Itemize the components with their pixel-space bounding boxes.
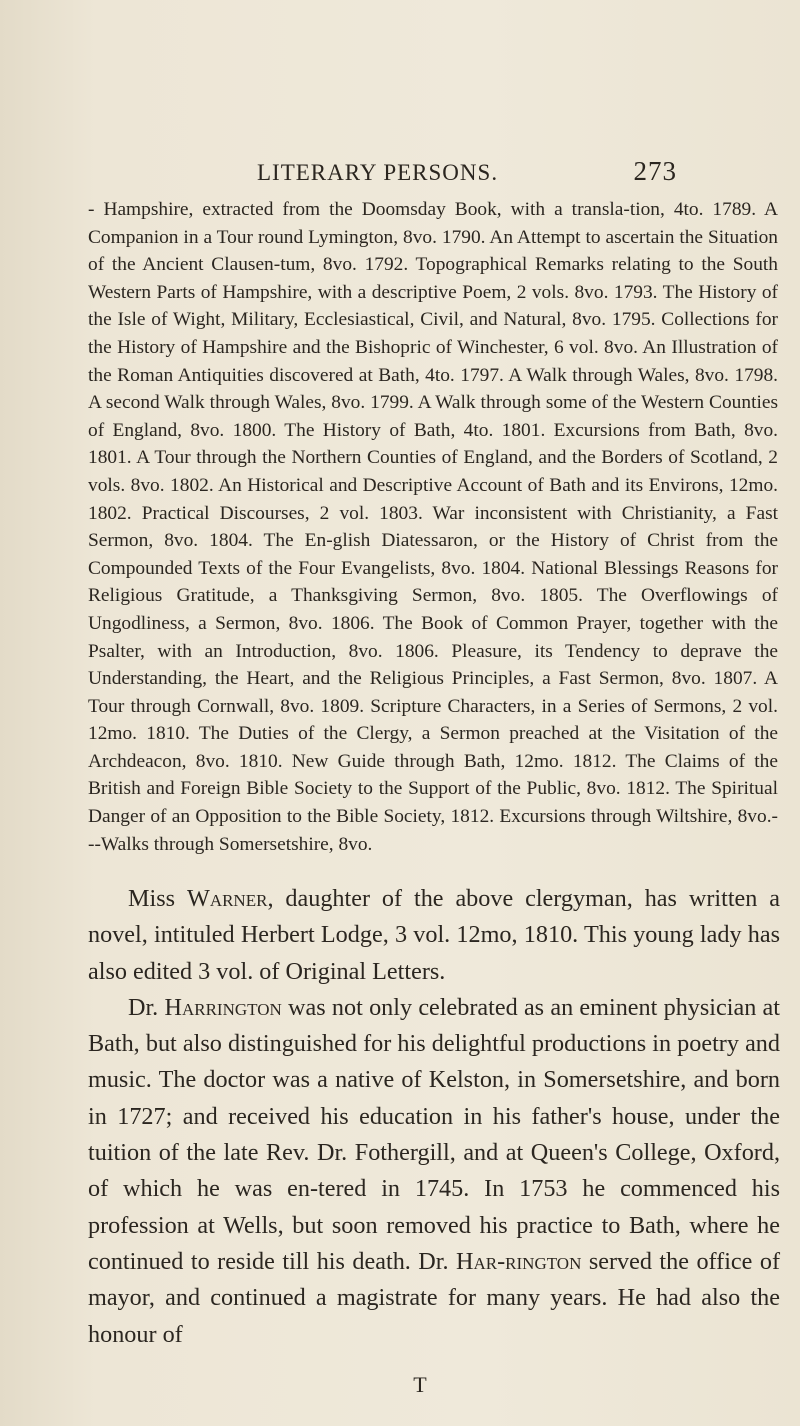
harrington-name-2: Har-rington [456,1247,582,1275]
running-title: LITERARY PERSONS. [257,160,499,185]
paragraph-harrington [88,990,780,1353]
signature-mark: T [413,1372,427,1397]
warner-text: , daughter of the above clergyman, has written a novel, intituled Herbert Lodge, 3 vol. 12mo, 1810. This young lady has also edited 3 vol. of Original Letters. [88,885,781,985]
warner-lead: Miss [128,885,176,912]
main-text [88,881,780,1353]
harrington-lead: Dr. [128,993,159,1021]
running-header [257,156,677,186]
bibliography-paragraph: - Hampshire, extracted from the Doomsday Book, with a transla-tion, 4to. 1789. A Companion in a Tour round Lymington, 8vo. 1790. An Attempt to ascertain the Situation of the Ancient Clausen-tum, 8vo. 1792. Topographical Remarks relating to the South Western Parts of Hampshire, with a descriptive Poem, 2 vols. 8vo. 1793. The History of the Isle of Wight, Military, Ecclesiastical, Civil, and Natural, 8vo. 1795. Collections for the History of Hampshire and the Bishopric of Winchester, 6 vol. 8vo. An Illustration of the Roman Antiquities discovered at Bath, 4to. 1797. A Walk through Wales, 8vo. 1798. A second Walk through Wales, 8vo. 1799. A Walk through some of the Western Counties of England, 8vo. 1800. The History of Bath, 4to. 1801. Excursions from Bath, 8vo. 1801. A Tour through the Northern Counties of England, and the Borders of Scotland, 2 vols. 8vo. 1802. An Historical and Descriptive Account of Bath and its Environs, 12mo. 1802. Practical Discourses, 2 vol. 1803. War inconsistent with Christianity, a Fast Sermon, 8vo. 1804. The En-glish Diatessaron, or the History of Christ from the Compounded Texts of the Four Evangelists, 8vo. 1804. National Blessings Reasons for Religious Gratitude, a Thanksgiving Sermon, 8vo. 1805. The Overflowings of Ungodliness, a Sermon, 8vo. 1806. The Book of Common Prayer, together with the Psalter, with an Introduction, 8vo. 1806. Pleasure, its Tendency to deprave the Understanding, the Heart, and the Religious Principles, a Fast Sermon, 8vo. 1807. A Tour through Cornwall, 8vo. 1809. Scripture Characters, in a Series of Sermons, 2 vol. 12mo. 1810. The Duties of the Clergy, a Sermon preached at the Visitation of the Archdeacon, 8vo. 1810. New Guide through Bath, 12mo. 1812. The Claims of the British and Foreign Bible Society to the Support of the Public, 8vo. 1812. The Spiritual Danger of an Opposition to the Bible Society, 1812. Excursions through Wiltshire, 8vo.---Walks through Somersetshire, 8vo. [88,199,778,855]
harrington-name: Harrington [164,993,282,1021]
harrington-text-1: was not only celebrated as an eminent physician at Bath, but also distinguished for his delightful productions in poetry and music. The doctor was a native of Kelston, in Somersetshire, and born in 1727; and received his education in his father's house, under the tuition of the late Rev. Dr. Fothergill, and at Queen's College, Oxford, of which he was en-tered in 1745. In 1753 he commenced his profession at Wells, but soon removed his practice to Bath, where he continued to reside till his death. Dr. [88,993,781,1275]
harrington-text-2: served the office of mayor, and continued a magistrate for many years. He had also the honour of [88,1247,781,1348]
page-number: 273 [633,156,677,186]
warner-name: Warner [186,885,268,912]
paragraph-warner [88,881,780,990]
